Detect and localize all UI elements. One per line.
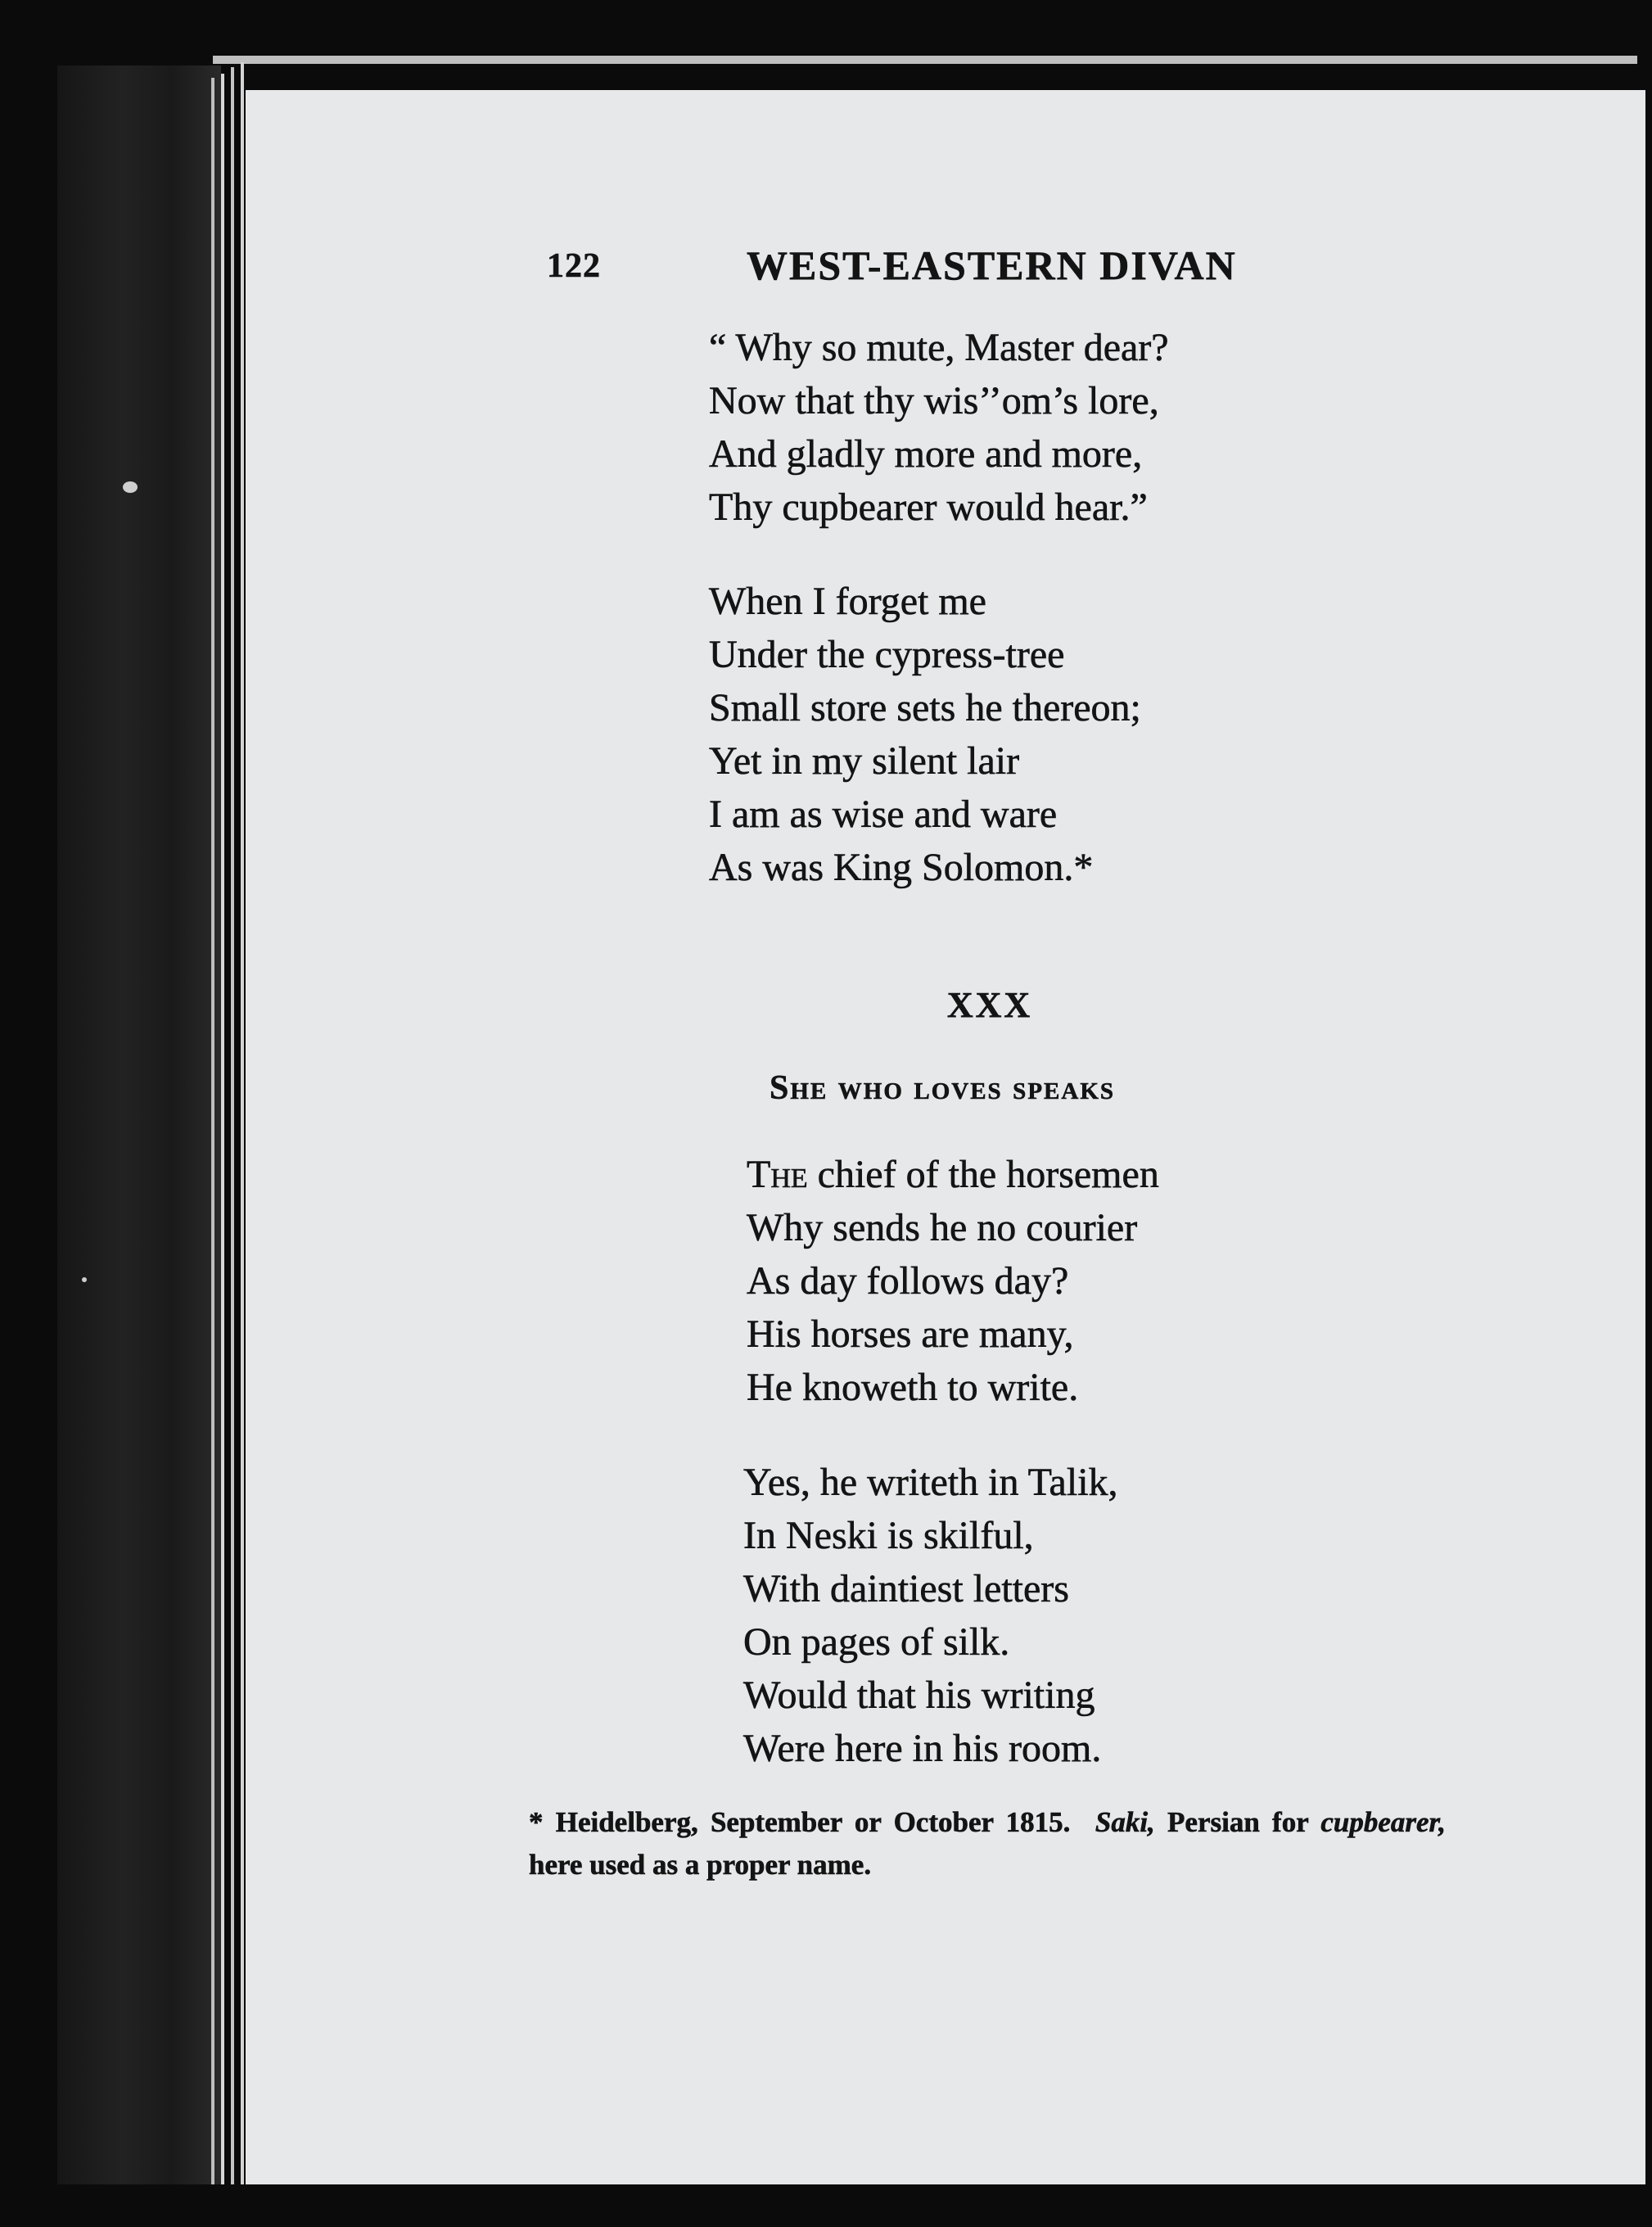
book-spine bbox=[57, 66, 221, 2227]
poem-line: Were here in his room. bbox=[743, 1727, 1102, 1770]
poem-stanza bbox=[747, 1148, 1159, 1414]
poem-stanza bbox=[743, 1456, 1118, 1775]
poem-line: On pages of silk. bbox=[743, 1620, 1010, 1664]
poem-line: Yet in my silent lair bbox=[709, 739, 1020, 783]
running-title: WEST-EASTERN DIVAN bbox=[747, 242, 1237, 288]
page-edge bbox=[241, 62, 244, 2199]
section-title: She who loves speaks bbox=[770, 1069, 1116, 1107]
footnote-text: * Heidelberg, September or October 1815. bbox=[529, 1806, 1071, 1838]
poem-line: In Neski is skilful, bbox=[743, 1514, 1034, 1557]
poem-line: Under the cypress-tree bbox=[709, 633, 1065, 676]
footnote-text: here used as a proper name. bbox=[529, 1849, 872, 1881]
poem-stanza bbox=[709, 321, 1169, 534]
poem-line: Small store sets he thereon; bbox=[709, 686, 1141, 730]
poem-line: I am as wise and ware bbox=[709, 793, 1058, 836]
footnote-italic-term: Saki, bbox=[1095, 1806, 1155, 1838]
poem-line: As was King Solomon.* bbox=[709, 846, 1094, 889]
poem-line: Thy cupbearer would hear.” bbox=[709, 486, 1148, 529]
poem-line: As day follows day? bbox=[747, 1259, 1069, 1303]
scan-speck bbox=[82, 1277, 87, 1282]
running-head bbox=[0, 242, 1652, 307]
footnote-italic-term: cupbearer, bbox=[1320, 1806, 1446, 1838]
poem-stanza bbox=[709, 575, 1141, 894]
poem-line bbox=[747, 1148, 1159, 1201]
first-line-rest: chief of the horsemen bbox=[807, 1153, 1159, 1196]
poem-line: And gladly more and more, bbox=[709, 432, 1143, 476]
poem-line: With daintiest letters bbox=[743, 1567, 1069, 1610]
footnote bbox=[529, 1801, 1446, 1886]
poem-line: Why sends he no courier bbox=[747, 1206, 1138, 1249]
poem-line: When I forget me bbox=[709, 580, 986, 623]
poem-line: Now that thy wis’’om’s lore, bbox=[709, 379, 1159, 422]
section-number: XXX bbox=[946, 985, 1033, 1025]
page-top-edge bbox=[213, 56, 1637, 64]
poem-line: Yes, he writeth in Talik, bbox=[743, 1461, 1118, 1504]
poem-line: His horses are many, bbox=[747, 1312, 1074, 1356]
page-number: 122 bbox=[547, 247, 601, 285]
page-edge bbox=[211, 78, 214, 2190]
page-edge bbox=[221, 74, 224, 2194]
scan-bottom-border bbox=[0, 2184, 1652, 2227]
poem-line: He knoweth to write. bbox=[747, 1366, 1079, 1409]
footnote-text: Persian for bbox=[1154, 1806, 1321, 1838]
poem-line: Would that his writing bbox=[743, 1674, 1095, 1717]
scan-speck bbox=[123, 481, 138, 493]
first-word: The bbox=[747, 1153, 808, 1196]
page-edge bbox=[231, 67, 234, 2196]
poem-line: “ Why so mute, Master dear? bbox=[709, 326, 1169, 369]
